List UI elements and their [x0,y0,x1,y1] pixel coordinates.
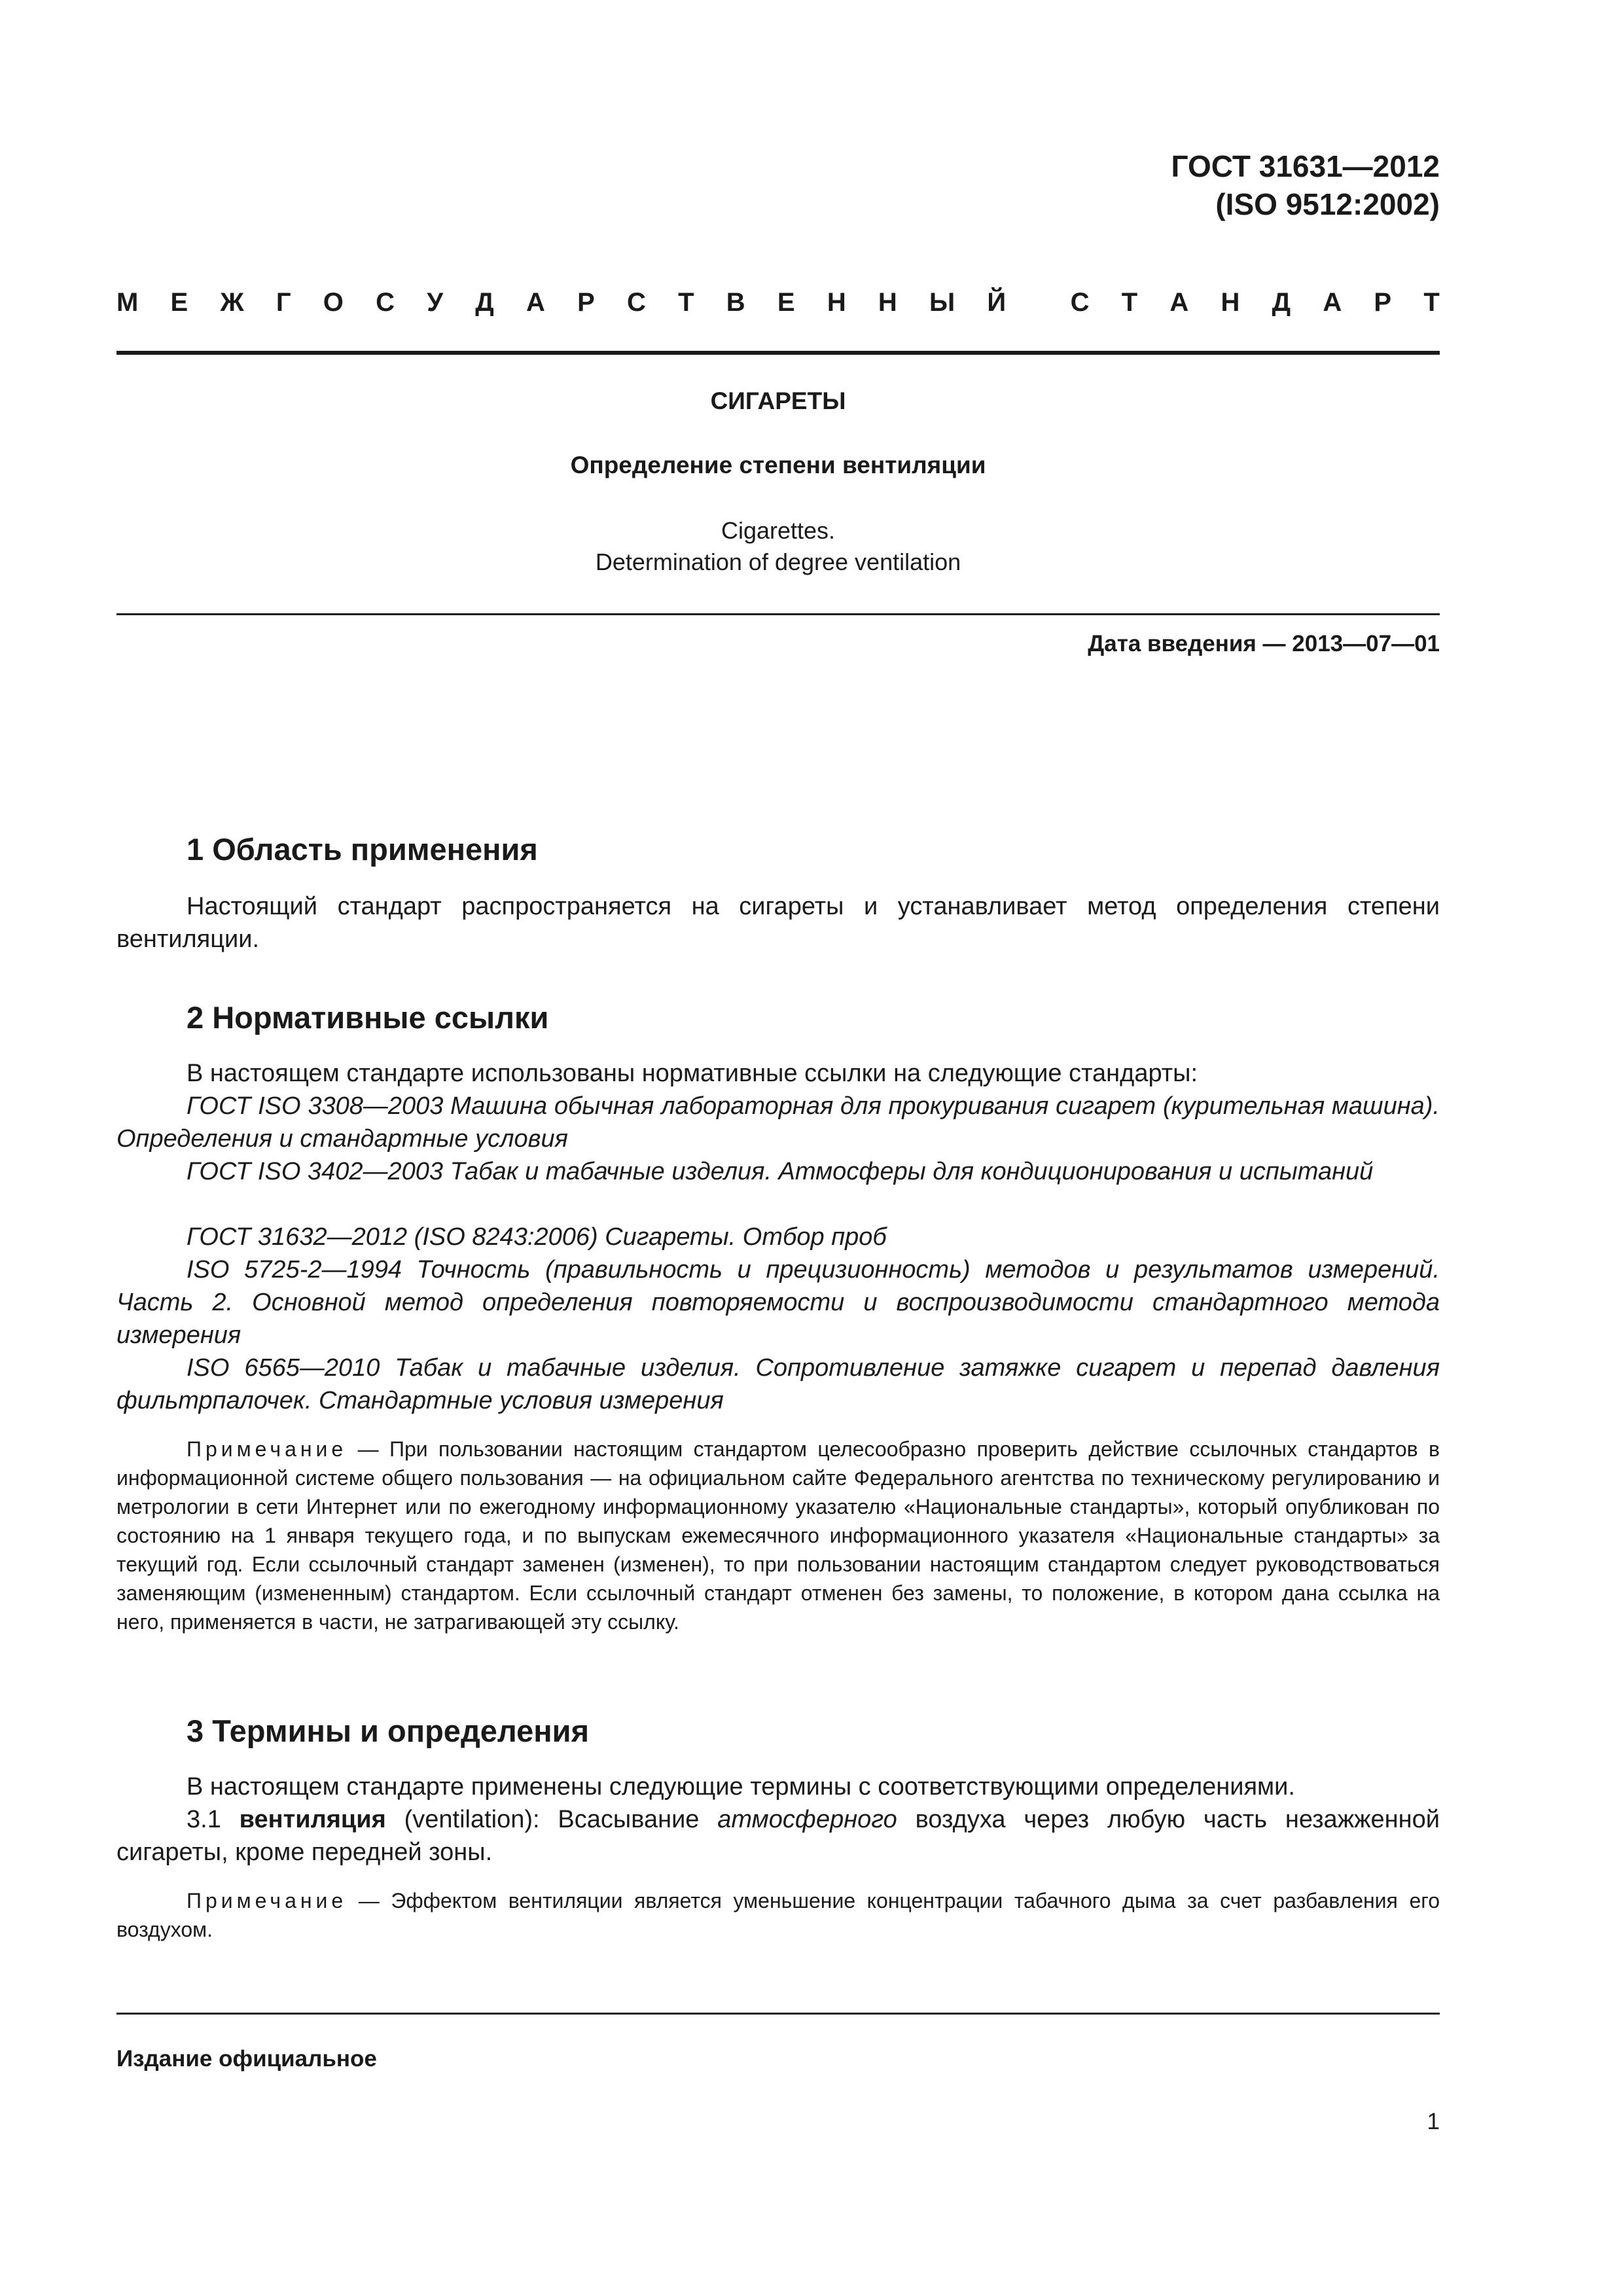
reference-4-text: ISO 5725-2—1994 Точность (правильность и прецизионность) методов и результатов измерений. Часть 2. Основной метод определения повторяемости и воспроизводимости стандартного метода измерения [116,1256,1440,1349]
gost-number: ГОСТ 31631—2012 [1171,149,1440,183]
term-english: (ventilation): Всасывание [385,1806,718,1833]
banner-letter: У [427,288,444,317]
section3-intro [116,1770,1440,1803]
banner-letter: С [627,288,646,317]
banner-letter: Н [878,288,897,317]
section3-heading: 3 Термины и определения [187,1713,589,1748]
english-title [116,515,1440,578]
banner-letter: А [1323,288,1342,317]
banner-letter: Т [1423,288,1440,317]
term-rest: воздуха через любую часть незажженной сигареты, кроме передней зоны. [116,1806,1440,1866]
section1-text [116,890,1440,956]
section2-note-text: — При пользовании настоящим стандартом целесообразно проверить действие ссылочных стандартов в информационной системе общего пользования — на официальном сайте Федерального агентства по техническому регулированию и метрологии в сети Интернет или по ежегодному информационному указателю «Национальные стандарты», который опубликован по состоянию на 1 января текущего года, и по выпускам ежемесячного информационного указателя «Национальные стандарты» за текущий год. Если ссылочный стандарт заменен (изменен), то при пользовании настоящим стандартом следует руководствоваться заменяющим (измененным) стандартом. Если ссылочный стандарт отменен без замены, то положение, в котором дана ссылка на него, применяется в части, не затрагивающей эту ссылку. [116,1437,1440,1634]
section2-heading: 2 Нормативные ссылки [187,1000,549,1035]
section3-intro-text: В настоящем стандарте применены следующие термины с соответствующими определениями. [187,1773,1295,1801]
section2-note [116,1435,1440,1636]
banner-letter: Д [475,288,494,317]
english-title-line2: Determination of degree ventilation [595,548,961,575]
banner-letter: Ж [220,288,244,317]
document-title: СИГАРЕТЫ [710,387,846,414]
section1-body: Настоящий стандарт распространяется на сигареты и устанавливает метод определения степени вентиляции. [116,893,1440,953]
banner-letter: Н [827,288,846,317]
banner-letter: А [526,288,545,317]
banner-letter: С [1070,288,1090,317]
reference-2-text: ГОСТ ISO 3402—2003 Табак и табачные изделия. Атмосферы для кондиционирования и испытаний [187,1158,1374,1185]
section2-intro [116,1057,1440,1090]
note-label: Примечание [187,1437,348,1461]
document-subtitle: Определение степени вентиляции [570,452,986,478]
reference-3-text: ГОСТ 31632—2012 (ISO 8243:2006) Сигареты. Отбор проб [187,1223,887,1251]
banner-letter: Й [987,288,1007,317]
introduction-date: Дата введения — 2013—07—01 [1088,631,1440,656]
section3-note [116,1886,1440,1944]
section1-heading: 1 Область применения [187,832,538,867]
reference-5-text: ISO 6565—2010 Табак и табачные изделия. Сопротивление затяжке сигарет и перепад давления фильтрпалочек. Стандартные условия измерения [116,1354,1440,1414]
banner-letter: В [726,288,745,317]
reference-5 [116,1352,1440,1417]
banner-letter: Е [170,288,188,317]
term-italic-word: атмосферного [717,1806,897,1833]
title-rule [116,613,1440,615]
banner-letter: М [116,288,139,317]
iso-number: (ISO 9512:2002) [1215,187,1440,221]
reference-3 [116,1221,1440,1253]
banner-letter: С [376,288,395,317]
banner-letter: Т [1121,288,1138,317]
reference-4 [116,1253,1440,1352]
term-number: 3.1 [187,1806,240,1833]
banner-letter: А [1169,288,1189,317]
note-label: Примечание [187,1889,348,1912]
header-rule [116,351,1440,355]
english-title-line1: Cigarettes. [721,517,836,544]
footer-rule [116,2013,1440,2015]
section2-intro-text: В настоящем стандарте использованы нормативные ссылки на следующие стандарты: [187,1060,1198,1087]
reference-2 [116,1155,1440,1188]
section3-note-text: — Эффектом вентиляции является уменьшение концентрации табачного дыма за счет разбавления его воздухом. [116,1889,1440,1941]
banner-letter: Т [678,288,694,317]
banner-letter: Г [276,288,291,317]
banner-letter: Р [1374,288,1392,317]
term-definition [116,1803,1440,1869]
banner-letter: Н [1221,288,1240,317]
banner-letter: Ы [929,288,955,317]
term-name: вентиляция [239,1806,386,1833]
page-number: 1 [1427,2109,1440,2134]
banner-letter: О [323,288,344,317]
official-edition: Издание официальное [116,2046,377,2072]
banner-letter: Д [1272,288,1291,317]
reference-1-text: ГОСТ ISO 3308—2003 Машина обычная лабораторная для прокуривания сигарет (курительная машина). Определения и стандартные условия [116,1092,1440,1153]
reference-1 [116,1090,1440,1155]
document-code [1171,147,1440,223]
banner-letter: Р [577,288,595,317]
banner-letter: Е [777,288,795,317]
interstate-standard-banner [116,288,1440,317]
